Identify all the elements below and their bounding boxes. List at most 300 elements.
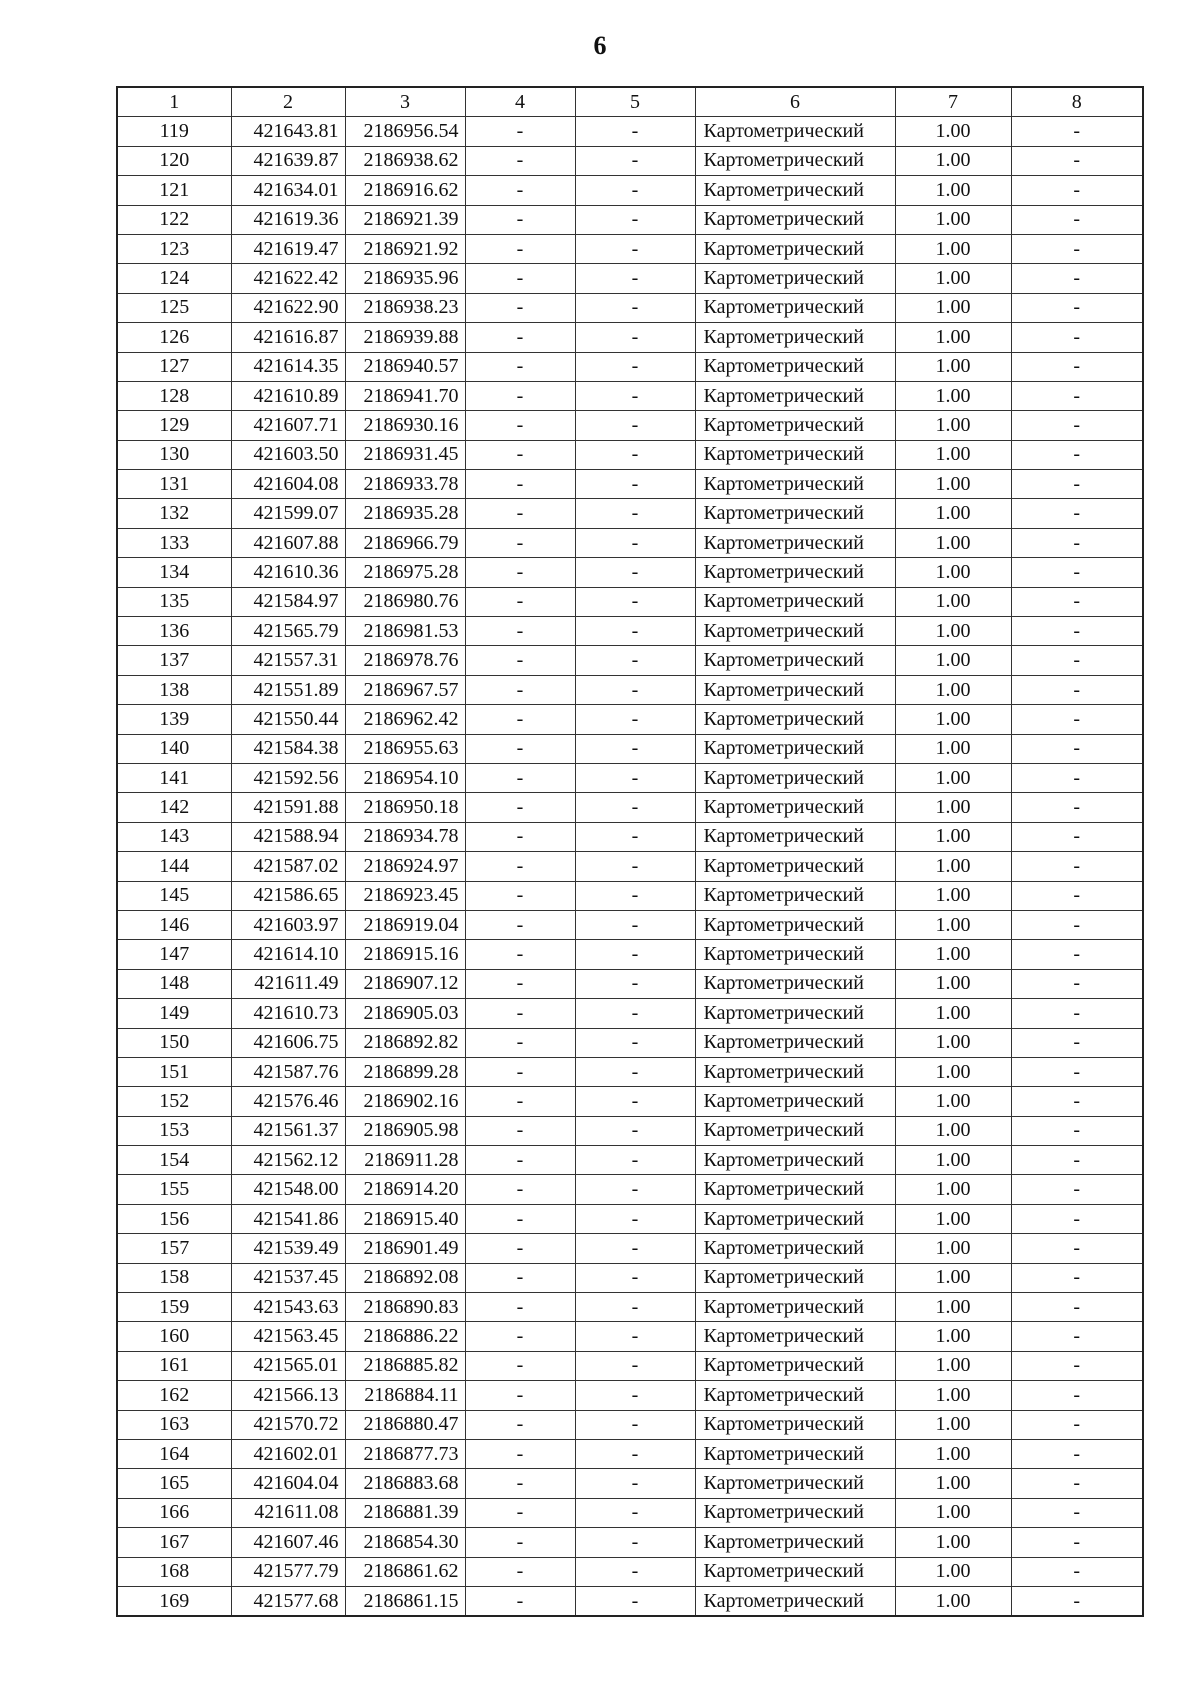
y-coordinate-cell: 2186924.97 <box>345 852 465 881</box>
y-coordinate-cell: 2186938.62 <box>345 146 465 175</box>
x-coordinate-cell: 421584.97 <box>231 587 345 616</box>
column-4-cell: - <box>465 1087 575 1116</box>
column-4-cell: - <box>465 234 575 263</box>
y-coordinate-cell: 2186931.45 <box>345 440 465 469</box>
column-4-cell: - <box>465 1146 575 1175</box>
precision-cell: 1.00 <box>895 558 1011 587</box>
column-5-cell: - <box>575 470 695 499</box>
column-5-cell: - <box>575 1263 695 1292</box>
point-number-cell: 160 <box>117 1322 231 1351</box>
column-5-cell: - <box>575 1087 695 1116</box>
column-8-cell: - <box>1011 205 1143 234</box>
method-cell: Картометрический <box>695 1586 895 1616</box>
column-5-cell: - <box>575 1175 695 1204</box>
x-coordinate-cell: 421607.46 <box>231 1528 345 1557</box>
column-5-cell: - <box>575 999 695 1028</box>
x-coordinate-cell: 421537.45 <box>231 1263 345 1292</box>
column-5-cell: - <box>575 734 695 763</box>
y-coordinate-cell: 2186923.45 <box>345 881 465 910</box>
y-coordinate-cell: 2186934.78 <box>345 822 465 851</box>
point-number-cell: 138 <box>117 675 231 704</box>
column-header-8: 8 <box>1011 87 1143 117</box>
point-number-cell: 133 <box>117 528 231 557</box>
table-row <box>117 176 1143 205</box>
column-5-cell: - <box>575 146 695 175</box>
column-4-cell: - <box>465 1351 575 1380</box>
point-number-cell: 126 <box>117 323 231 352</box>
table-row <box>117 470 1143 499</box>
column-8-cell: - <box>1011 293 1143 322</box>
column-header-2: 2 <box>231 87 345 117</box>
table-row <box>117 1439 1143 1468</box>
column-8-cell: - <box>1011 940 1143 969</box>
method-cell: Картометрический <box>695 205 895 234</box>
x-coordinate-cell: 421587.76 <box>231 1057 345 1086</box>
table-row <box>117 1146 1143 1175</box>
column-4-cell: - <box>465 558 575 587</box>
table-row <box>117 234 1143 263</box>
precision-cell: 1.00 <box>895 793 1011 822</box>
y-coordinate-cell: 2186980.76 <box>345 587 465 616</box>
precision-cell: 1.00 <box>895 1234 1011 1263</box>
column-4-cell: - <box>465 381 575 410</box>
column-header-4: 4 <box>465 87 575 117</box>
column-5-cell: - <box>575 1057 695 1086</box>
x-coordinate-cell: 421603.50 <box>231 440 345 469</box>
x-coordinate-cell: 421588.94 <box>231 822 345 851</box>
x-coordinate-cell: 421622.90 <box>231 293 345 322</box>
x-coordinate-cell: 421570.72 <box>231 1410 345 1439</box>
point-number-cell: 140 <box>117 734 231 763</box>
point-number-cell: 144 <box>117 852 231 881</box>
column-8-cell: - <box>1011 852 1143 881</box>
y-coordinate-cell: 2186885.82 <box>345 1351 465 1380</box>
y-coordinate-cell: 2186921.92 <box>345 234 465 263</box>
column-5-cell: - <box>575 293 695 322</box>
method-cell: Картометрический <box>695 293 895 322</box>
method-cell: Картометрический <box>695 1410 895 1439</box>
precision-cell: 1.00 <box>895 381 1011 410</box>
table-row <box>117 528 1143 557</box>
column-5-cell: - <box>575 969 695 998</box>
x-coordinate-cell: 421565.79 <box>231 617 345 646</box>
precision-cell: 1.00 <box>895 1087 1011 1116</box>
column-8-cell: - <box>1011 1381 1143 1410</box>
y-coordinate-cell: 2186907.12 <box>345 969 465 998</box>
column-5-cell: - <box>575 675 695 704</box>
column-8-cell: - <box>1011 793 1143 822</box>
column-5-cell: - <box>575 352 695 381</box>
method-cell: Картометрический <box>695 176 895 205</box>
point-number-cell: 164 <box>117 1439 231 1468</box>
table-row <box>117 440 1143 469</box>
x-coordinate-cell: 421611.49 <box>231 969 345 998</box>
x-coordinate-cell: 421643.81 <box>231 117 345 146</box>
x-coordinate-cell: 421607.71 <box>231 411 345 440</box>
column-8-cell: - <box>1011 1498 1143 1527</box>
method-cell: Картометрический <box>695 646 895 675</box>
column-5-cell: - <box>575 1528 695 1557</box>
column-5-cell: - <box>575 1293 695 1322</box>
method-cell: Картометрический <box>695 910 895 939</box>
column-header-6: 6 <box>695 87 895 117</box>
method-cell: Картометрический <box>695 499 895 528</box>
method-cell: Картометрический <box>695 264 895 293</box>
point-number-cell: 166 <box>117 1498 231 1527</box>
table-row <box>117 587 1143 616</box>
column-4-cell: - <box>465 1557 575 1586</box>
column-4-cell: - <box>465 793 575 822</box>
point-number-cell: 129 <box>117 411 231 440</box>
precision-cell: 1.00 <box>895 1263 1011 1292</box>
column-4-cell: - <box>465 440 575 469</box>
method-cell: Картометрический <box>695 1351 895 1380</box>
precision-cell: 1.00 <box>895 117 1011 146</box>
precision-cell: 1.00 <box>895 1469 1011 1498</box>
column-8-cell: - <box>1011 381 1143 410</box>
point-number-cell: 147 <box>117 940 231 969</box>
precision-cell: 1.00 <box>895 617 1011 646</box>
column-8-cell: - <box>1011 705 1143 734</box>
coordinates-table <box>116 86 1144 1617</box>
column-8-cell: - <box>1011 734 1143 763</box>
precision-cell: 1.00 <box>895 528 1011 557</box>
table-row <box>117 763 1143 792</box>
table-row <box>117 1469 1143 1498</box>
method-cell: Картометрический <box>695 234 895 263</box>
y-coordinate-cell: 2186881.39 <box>345 1498 465 1527</box>
table-row <box>117 646 1143 675</box>
precision-cell: 1.00 <box>895 1146 1011 1175</box>
x-coordinate-cell: 421563.45 <box>231 1322 345 1351</box>
column-5-cell: - <box>575 499 695 528</box>
y-coordinate-cell: 2186921.39 <box>345 205 465 234</box>
x-coordinate-cell: 421619.47 <box>231 234 345 263</box>
x-coordinate-cell: 421592.56 <box>231 763 345 792</box>
y-coordinate-cell: 2186861.62 <box>345 1557 465 1586</box>
x-coordinate-cell: 421539.49 <box>231 1234 345 1263</box>
precision-cell: 1.00 <box>895 940 1011 969</box>
point-number-cell: 152 <box>117 1087 231 1116</box>
table-row <box>117 793 1143 822</box>
table-row <box>117 1087 1143 1116</box>
table-row <box>117 617 1143 646</box>
precision-cell: 1.00 <box>895 205 1011 234</box>
precision-cell: 1.00 <box>895 499 1011 528</box>
column-4-cell: - <box>465 499 575 528</box>
table-row <box>117 293 1143 322</box>
point-number-cell: 156 <box>117 1204 231 1233</box>
x-coordinate-cell: 421584.38 <box>231 734 345 763</box>
table-row <box>117 1351 1143 1380</box>
point-number-cell: 158 <box>117 1263 231 1292</box>
column-8-cell: - <box>1011 1116 1143 1145</box>
column-4-cell: - <box>465 117 575 146</box>
y-coordinate-cell: 2186861.15 <box>345 1586 465 1616</box>
table-row <box>117 411 1143 440</box>
column-5-cell: - <box>575 763 695 792</box>
column-4-cell: - <box>465 852 575 881</box>
method-cell: Картометрический <box>695 558 895 587</box>
precision-cell: 1.00 <box>895 646 1011 675</box>
table-row <box>117 940 1143 969</box>
method-cell: Картометрический <box>695 323 895 352</box>
point-number-cell: 142 <box>117 793 231 822</box>
column-5-cell: - <box>575 705 695 734</box>
column-4-cell: - <box>465 881 575 910</box>
x-coordinate-cell: 421610.36 <box>231 558 345 587</box>
column-8-cell: - <box>1011 1175 1143 1204</box>
column-5-cell: - <box>575 852 695 881</box>
y-coordinate-cell: 2186886.22 <box>345 1322 465 1351</box>
column-5-cell: - <box>575 1234 695 1263</box>
table-header <box>117 87 1143 117</box>
table-row <box>117 1263 1143 1292</box>
point-number-cell: 162 <box>117 1381 231 1410</box>
y-coordinate-cell: 2186962.42 <box>345 705 465 734</box>
column-8-cell: - <box>1011 1322 1143 1351</box>
table-row <box>117 852 1143 881</box>
point-number-cell: 136 <box>117 617 231 646</box>
x-coordinate-cell: 421551.89 <box>231 675 345 704</box>
column-5-cell: - <box>575 646 695 675</box>
point-number-cell: 154 <box>117 1146 231 1175</box>
point-number-cell: 122 <box>117 205 231 234</box>
precision-cell: 1.00 <box>895 1410 1011 1439</box>
table-row <box>117 1498 1143 1527</box>
y-coordinate-cell: 2186915.40 <box>345 1204 465 1233</box>
table-row <box>117 558 1143 587</box>
x-coordinate-cell: 421616.87 <box>231 323 345 352</box>
precision-cell: 1.00 <box>895 675 1011 704</box>
column-4-cell: - <box>465 1175 575 1204</box>
column-5-cell: - <box>575 1146 695 1175</box>
x-coordinate-cell: 421602.01 <box>231 1439 345 1468</box>
table-row <box>117 822 1143 851</box>
method-cell: Картометрический <box>695 1146 895 1175</box>
y-coordinate-cell: 2186955.63 <box>345 734 465 763</box>
y-coordinate-cell: 2186916.62 <box>345 176 465 205</box>
x-coordinate-cell: 421606.75 <box>231 1028 345 1057</box>
precision-cell: 1.00 <box>895 352 1011 381</box>
column-8-cell: - <box>1011 675 1143 704</box>
point-number-cell: 157 <box>117 1234 231 1263</box>
x-coordinate-cell: 421591.88 <box>231 793 345 822</box>
column-4-cell: - <box>465 352 575 381</box>
precision-cell: 1.00 <box>895 264 1011 293</box>
precision-cell: 1.00 <box>895 146 1011 175</box>
precision-cell: 1.00 <box>895 1204 1011 1233</box>
precision-cell: 1.00 <box>895 763 1011 792</box>
method-cell: Картометрический <box>695 146 895 175</box>
method-cell: Картометрический <box>695 617 895 646</box>
column-header-1: 1 <box>117 87 231 117</box>
point-number-cell: 125 <box>117 293 231 322</box>
x-coordinate-cell: 421622.42 <box>231 264 345 293</box>
column-5-cell: - <box>575 558 695 587</box>
method-cell: Картометрический <box>695 675 895 704</box>
page-number: 6 <box>593 31 607 60</box>
table-body <box>117 117 1143 1616</box>
point-number-cell: 121 <box>117 176 231 205</box>
column-8-cell: - <box>1011 323 1143 352</box>
x-coordinate-cell: 421561.37 <box>231 1116 345 1145</box>
method-cell: Картометрический <box>695 1469 895 1498</box>
precision-cell: 1.00 <box>895 411 1011 440</box>
x-coordinate-cell: 421587.02 <box>231 852 345 881</box>
header-row <box>117 87 1143 117</box>
column-5-cell: - <box>575 528 695 557</box>
precision-cell: 1.00 <box>895 1557 1011 1586</box>
column-8-cell: - <box>1011 1410 1143 1439</box>
column-5-cell: - <box>575 117 695 146</box>
table-row <box>117 146 1143 175</box>
column-8-cell: - <box>1011 1057 1143 1086</box>
column-5-cell: - <box>575 1410 695 1439</box>
column-4-cell: - <box>465 705 575 734</box>
x-coordinate-cell: 421577.68 <box>231 1586 345 1616</box>
column-5-cell: - <box>575 1557 695 1586</box>
precision-cell: 1.00 <box>895 1439 1011 1468</box>
precision-cell: 1.00 <box>895 1293 1011 1322</box>
column-8-cell: - <box>1011 999 1143 1028</box>
precision-cell: 1.00 <box>895 293 1011 322</box>
y-coordinate-cell: 2186956.54 <box>345 117 465 146</box>
column-8-cell: - <box>1011 969 1143 998</box>
table-row <box>117 1234 1143 1263</box>
column-8-cell: - <box>1011 146 1143 175</box>
y-coordinate-cell: 2186938.23 <box>345 293 465 322</box>
column-4-cell: - <box>465 1528 575 1557</box>
method-cell: Картометрический <box>695 411 895 440</box>
y-coordinate-cell: 2186892.82 <box>345 1028 465 1057</box>
method-cell: Картометрический <box>695 1498 895 1527</box>
method-cell: Картометрический <box>695 1057 895 1086</box>
column-5-cell: - <box>575 411 695 440</box>
column-4-cell: - <box>465 528 575 557</box>
column-4-cell: - <box>465 1410 575 1439</box>
point-number-cell: 139 <box>117 705 231 734</box>
column-header-5: 5 <box>575 87 695 117</box>
precision-cell: 1.00 <box>895 1322 1011 1351</box>
point-number-cell: 120 <box>117 146 231 175</box>
column-8-cell: - <box>1011 440 1143 469</box>
method-cell: Картометрический <box>695 1322 895 1351</box>
table-row <box>117 205 1143 234</box>
column-header-3: 3 <box>345 87 465 117</box>
y-coordinate-cell: 2186966.79 <box>345 528 465 557</box>
table-row <box>117 881 1143 910</box>
precision-cell: 1.00 <box>895 1351 1011 1380</box>
point-number-cell: 135 <box>117 587 231 616</box>
point-number-cell: 141 <box>117 763 231 792</box>
method-cell: Картометрический <box>695 793 895 822</box>
method-cell: Картометрический <box>695 1439 895 1468</box>
method-cell: Картометрический <box>695 969 895 998</box>
column-8-cell: - <box>1011 1293 1143 1322</box>
point-number-cell: 127 <box>117 352 231 381</box>
x-coordinate-cell: 421577.79 <box>231 1557 345 1586</box>
point-number-cell: 134 <box>117 558 231 587</box>
precision-cell: 1.00 <box>895 176 1011 205</box>
table-row <box>117 1116 1143 1145</box>
method-cell: Картометрический <box>695 117 895 146</box>
column-4-cell: - <box>465 1234 575 1263</box>
column-4-cell: - <box>465 411 575 440</box>
method-cell: Картометрический <box>695 881 895 910</box>
point-number-cell: 124 <box>117 264 231 293</box>
x-coordinate-cell: 421614.35 <box>231 352 345 381</box>
y-coordinate-cell: 2186854.30 <box>345 1528 465 1557</box>
table-row <box>117 910 1143 939</box>
column-5-cell: - <box>575 1381 695 1410</box>
column-8-cell: - <box>1011 1586 1143 1616</box>
column-8-cell: - <box>1011 1028 1143 1057</box>
y-coordinate-cell: 2186919.04 <box>345 910 465 939</box>
y-coordinate-cell: 2186933.78 <box>345 470 465 499</box>
y-coordinate-cell: 2186890.83 <box>345 1293 465 1322</box>
point-number-cell: 128 <box>117 381 231 410</box>
column-8-cell: - <box>1011 499 1143 528</box>
table-row <box>117 1557 1143 1586</box>
method-cell: Картометрический <box>695 940 895 969</box>
column-8-cell: - <box>1011 1528 1143 1557</box>
column-4-cell: - <box>465 910 575 939</box>
column-8-cell: - <box>1011 352 1143 381</box>
method-cell: Картометрический <box>695 1557 895 1586</box>
column-5-cell: - <box>575 881 695 910</box>
precision-cell: 1.00 <box>895 323 1011 352</box>
column-5-cell: - <box>575 1586 695 1616</box>
y-coordinate-cell: 2186967.57 <box>345 675 465 704</box>
point-number-cell: 169 <box>117 1586 231 1616</box>
column-4-cell: - <box>465 1498 575 1527</box>
table-row <box>117 705 1143 734</box>
precision-cell: 1.00 <box>895 234 1011 263</box>
column-8-cell: - <box>1011 234 1143 263</box>
method-cell: Картометрический <box>695 381 895 410</box>
method-cell: Картометрический <box>695 528 895 557</box>
column-4-cell: - <box>465 675 575 704</box>
method-cell: Картометрический <box>695 763 895 792</box>
column-5-cell: - <box>575 1351 695 1380</box>
method-cell: Картометрический <box>695 470 895 499</box>
method-cell: Картометрический <box>695 1381 895 1410</box>
column-header-7: 7 <box>895 87 1011 117</box>
table-row <box>117 117 1143 146</box>
column-8-cell: - <box>1011 1204 1143 1233</box>
y-coordinate-cell: 2186939.88 <box>345 323 465 352</box>
table-row <box>117 1293 1143 1322</box>
precision-cell: 1.00 <box>895 910 1011 939</box>
table-row <box>117 1586 1143 1616</box>
column-8-cell: - <box>1011 558 1143 587</box>
column-4-cell: - <box>465 822 575 851</box>
precision-cell: 1.00 <box>895 1528 1011 1557</box>
column-4-cell: - <box>465 1586 575 1616</box>
point-number-cell: 165 <box>117 1469 231 1498</box>
y-coordinate-cell: 2186950.18 <box>345 793 465 822</box>
point-number-cell: 159 <box>117 1293 231 1322</box>
point-number-cell: 137 <box>117 646 231 675</box>
point-number-cell: 148 <box>117 969 231 998</box>
y-coordinate-cell: 2186978.76 <box>345 646 465 675</box>
column-4-cell: - <box>465 1381 575 1410</box>
column-4-cell: - <box>465 763 575 792</box>
column-8-cell: - <box>1011 646 1143 675</box>
y-coordinate-cell: 2186880.47 <box>345 1410 465 1439</box>
x-coordinate-cell: 421604.08 <box>231 470 345 499</box>
